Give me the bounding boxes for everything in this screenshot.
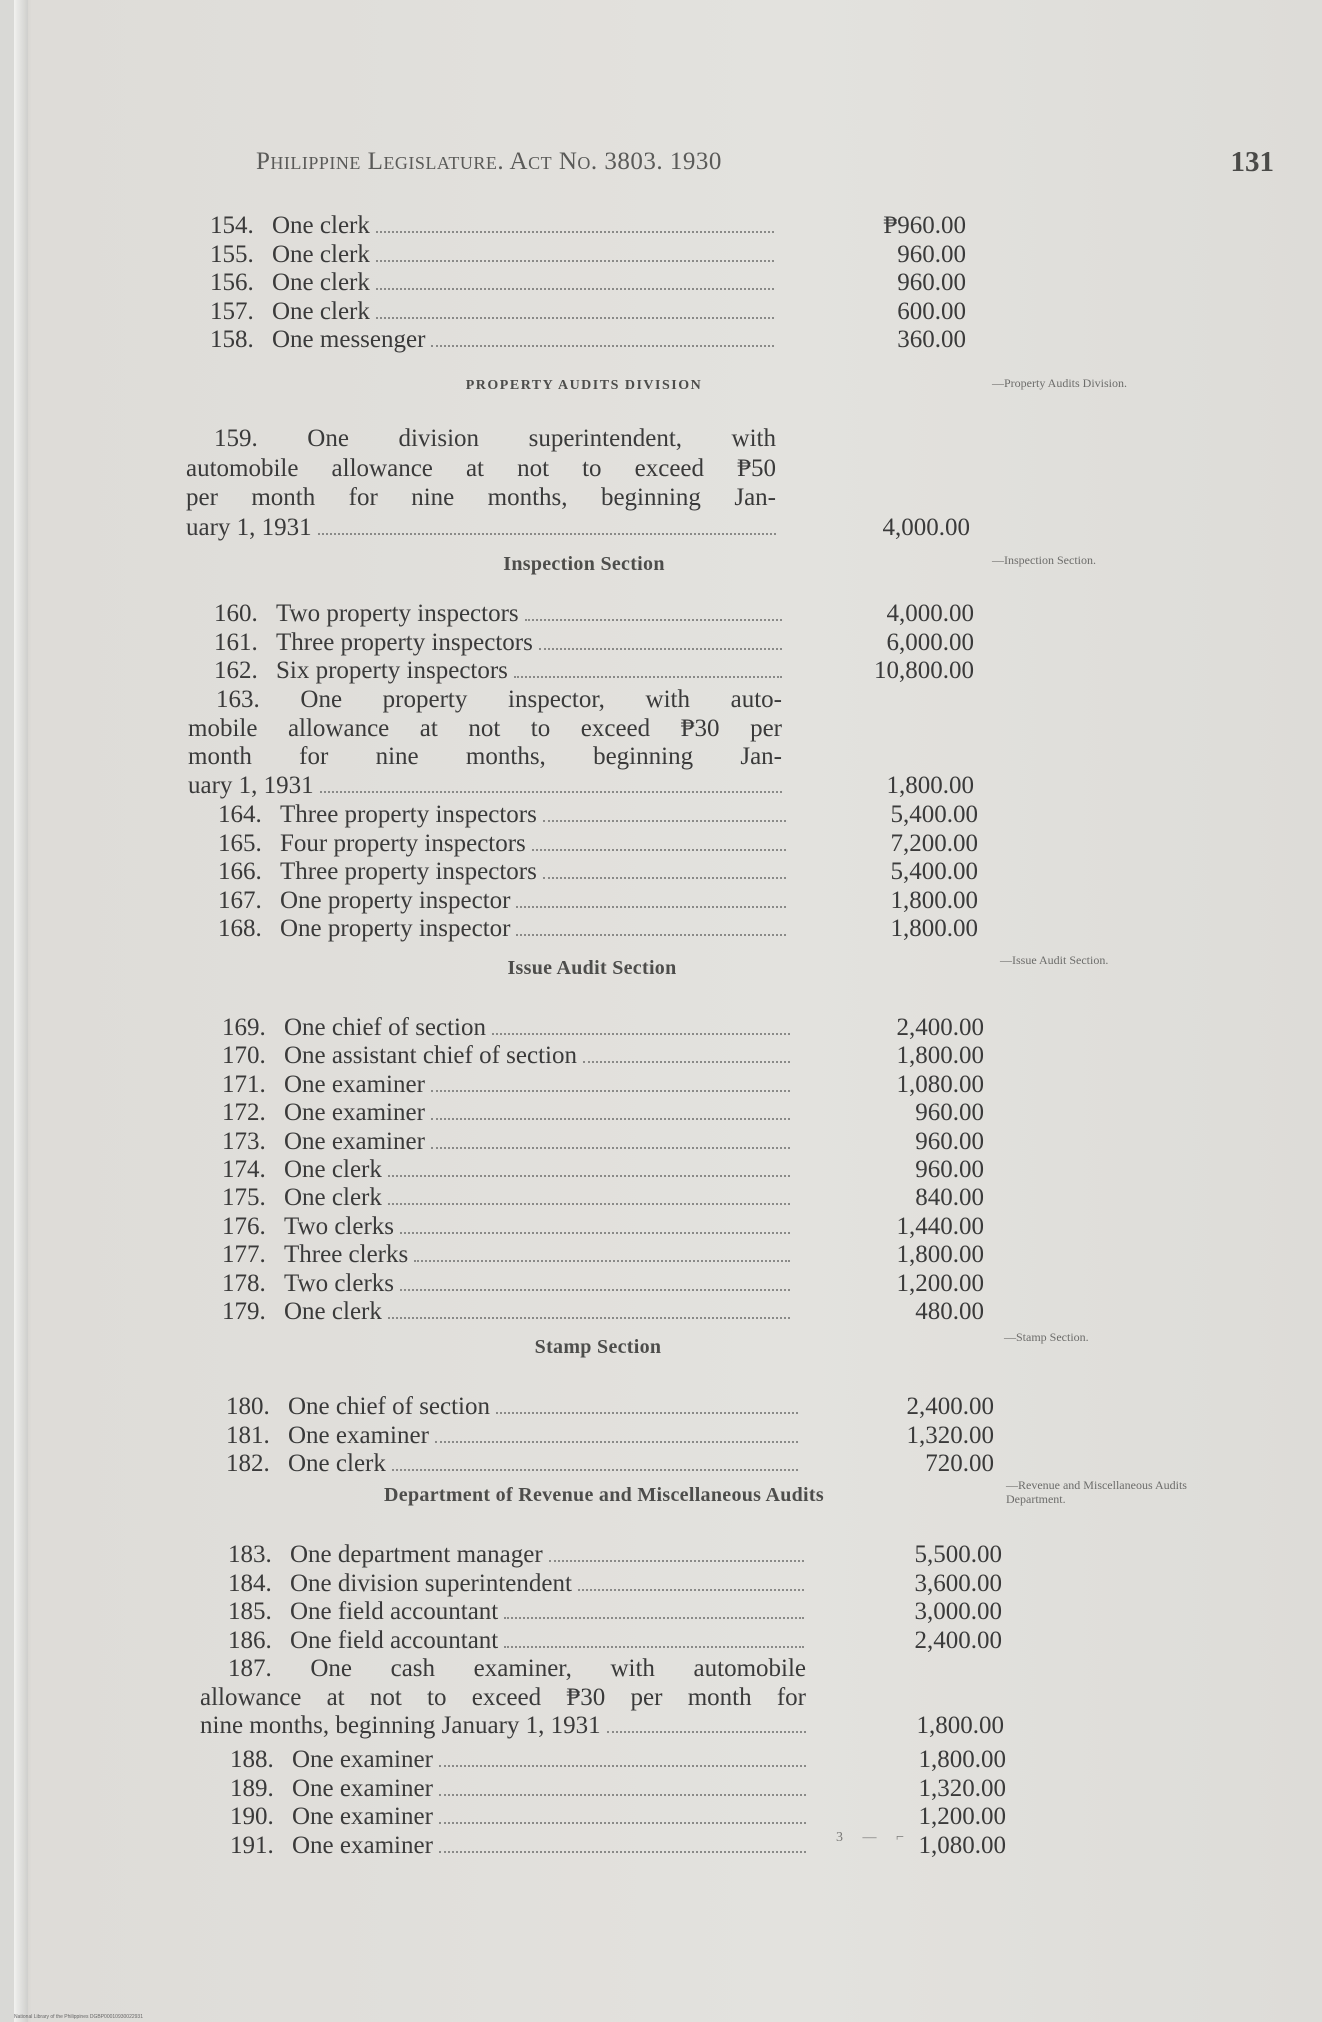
entry-label: One field accountant bbox=[290, 1598, 499, 1625]
leader-dots bbox=[376, 231, 774, 233]
leader-dots bbox=[578, 1589, 804, 1591]
paragraph-line: 187. One cash examiner, with automobile bbox=[228, 1655, 806, 1682]
entry-number: 172. bbox=[222, 1099, 266, 1127]
leader-dots bbox=[539, 648, 782, 650]
paragraph-line: uary 1, 1931 bbox=[188, 771, 314, 799]
section-heading: Inspection Section bbox=[503, 553, 665, 575]
entry-label: Three property inspectors bbox=[280, 801, 537, 828]
entry-amount: 1,800.00 bbox=[896, 1042, 984, 1070]
entry-label: One property inspector bbox=[280, 915, 511, 942]
entry-number: 160. bbox=[214, 600, 258, 627]
entry-amount: 840.00 bbox=[915, 1184, 984, 1212]
leader-dots bbox=[496, 1412, 798, 1414]
entry-number: 173. bbox=[222, 1127, 266, 1155]
entry-amount: 2,400.00 bbox=[906, 1393, 994, 1420]
entry-amount: 1,800.00 bbox=[886, 771, 974, 799]
entry-label: One field accountant bbox=[290, 1626, 499, 1654]
entry-amount: 720.00 bbox=[925, 1450, 994, 1477]
entry-number: 188. bbox=[230, 1746, 274, 1773]
entry-number: 185. bbox=[228, 1598, 272, 1625]
entry-amount: 960.00 bbox=[897, 269, 966, 296]
entry-amount: 3,600.00 bbox=[914, 1569, 1002, 1597]
leader-dots bbox=[431, 345, 774, 347]
entry-label: Three clerks bbox=[284, 1241, 409, 1269]
leader-dots bbox=[388, 1317, 790, 1319]
entry-number: 158. bbox=[210, 326, 254, 353]
entry-amount: 5,400.00 bbox=[890, 858, 978, 885]
leader-dots bbox=[516, 934, 786, 936]
running-head: Philippine Legislature. Act No. 3803. 1930 bbox=[256, 148, 722, 175]
entry-label: One chief of section bbox=[288, 1393, 491, 1420]
entry-amount: 4,000.00 bbox=[886, 600, 974, 627]
entry-label: One messenger bbox=[272, 326, 426, 353]
entry-label: One clerk bbox=[272, 297, 370, 325]
entry-number: 179. bbox=[222, 1298, 266, 1325]
entry-amount: 5,500.00 bbox=[914, 1541, 1002, 1568]
entry-label: One examiner bbox=[292, 1746, 433, 1773]
entry-label: One clerk bbox=[272, 240, 370, 268]
section-heading: Stamp Section bbox=[534, 1336, 662, 1358]
entry-amount: 1,320.00 bbox=[906, 1421, 994, 1449]
leader-dots bbox=[320, 791, 782, 793]
entry-number: 180. bbox=[226, 1393, 270, 1420]
entry-label: Two property inspectors bbox=[276, 600, 519, 627]
entry-label: Three property inspectors bbox=[280, 858, 537, 885]
entry-label: One examiner bbox=[292, 1831, 433, 1859]
leader-dots bbox=[504, 1617, 804, 1619]
entry-amount: 960.00 bbox=[915, 1156, 984, 1183]
entry-label: One clerk bbox=[284, 1184, 382, 1212]
entry-number: 186. bbox=[228, 1626, 272, 1654]
entry-amount: 1,800.00 bbox=[918, 1746, 1006, 1773]
entry-label: One clerk bbox=[288, 1450, 386, 1477]
entry-label: One clerk bbox=[284, 1156, 382, 1183]
entry-label: One division superintendent bbox=[290, 1569, 572, 1597]
leader-dots bbox=[376, 260, 774, 262]
entry-number: 157. bbox=[210, 297, 254, 325]
entry-amount: 600.00 bbox=[897, 297, 966, 325]
leader-dots bbox=[435, 1441, 798, 1443]
leader-dots bbox=[318, 533, 776, 535]
entry-amount: 4,000.00 bbox=[882, 513, 970, 541]
section-heading: PROPERTY AUDITS DIVISION bbox=[465, 378, 703, 393]
paragraph-line: allowance at not to exceed ₱30 per month for bbox=[200, 1683, 806, 1711]
paragraph-line: mobile allowance at not to exceed ₱30 per bbox=[188, 714, 782, 742]
margin-note: —Issue Audit Section. bbox=[1000, 953, 1109, 967]
entry-label: One clerk bbox=[272, 212, 370, 239]
entry-number: 174. bbox=[222, 1156, 266, 1183]
leader-dots bbox=[392, 1469, 798, 1471]
entry-amount: 1,080.00 bbox=[918, 1831, 1006, 1859]
entry-label: One examiner bbox=[292, 1803, 433, 1830]
margin-note: —Property Audits Division. bbox=[992, 376, 1128, 390]
entry-label: One assistant chief of section bbox=[284, 1042, 577, 1070]
entry-label: One examiner bbox=[284, 1070, 425, 1098]
leader-dots bbox=[583, 1061, 790, 1063]
paragraph-line: nine months, beginning January 1, 1931 bbox=[200, 1712, 601, 1739]
entry-label: One examiner bbox=[284, 1127, 425, 1155]
leader-dots bbox=[431, 1090, 790, 1092]
paragraph-line: month for nine months, beginning Jan- bbox=[188, 743, 782, 770]
entry-number: 156. bbox=[210, 269, 254, 296]
entry-amount: 1,800.00 bbox=[916, 1712, 1004, 1739]
entry-number: 176. bbox=[222, 1212, 266, 1240]
entry-label: One examiner bbox=[288, 1421, 429, 1449]
scan-footer: National Library of the Philippines DGBP00010930022931 bbox=[14, 2014, 143, 2020]
leader-dots bbox=[388, 1175, 790, 1177]
entry-number: 177. bbox=[222, 1241, 266, 1269]
margin-note: —Stamp Section. bbox=[1004, 1330, 1089, 1344]
paragraph-line: uary 1, 1931 bbox=[186, 513, 312, 541]
leader-dots bbox=[549, 1560, 804, 1562]
section-heading: Department of Revenue and Miscellaneous Audits bbox=[384, 1484, 824, 1506]
entry-number: 155. bbox=[210, 240, 254, 268]
entry-label: One clerk bbox=[284, 1298, 382, 1325]
entry-number: 154. bbox=[210, 212, 254, 239]
paragraph-line: 159. One division superintendent, with bbox=[214, 425, 776, 452]
entry-amount: 2,400.00 bbox=[896, 1014, 984, 1041]
entry-amount: 2,400.00 bbox=[914, 1626, 1002, 1654]
leader-dots bbox=[388, 1203, 790, 1205]
entry-number: 169. bbox=[222, 1014, 266, 1041]
entry-number: 164. bbox=[218, 801, 262, 828]
entry-label: Two clerks bbox=[284, 1212, 395, 1240]
entry-label: Four property inspectors bbox=[280, 829, 526, 857]
entry-number: 167. bbox=[218, 886, 262, 914]
leader-dots bbox=[414, 1260, 790, 1262]
leader-dots bbox=[543, 877, 786, 879]
entry-amount: 6,000.00 bbox=[886, 628, 974, 656]
entry-amount: 1,200.00 bbox=[896, 1269, 984, 1297]
margin-note: —Inspection Section. bbox=[992, 553, 1096, 567]
leader-dots bbox=[514, 676, 782, 678]
entry-number: 181. bbox=[226, 1421, 270, 1449]
entry-amount: 7,200.00 bbox=[890, 829, 978, 857]
entry-amount: 960.00 bbox=[915, 1127, 984, 1155]
page-number: 131 bbox=[1230, 146, 1274, 178]
paragraph-line: automobile allowance at not to exceed ₱50 bbox=[186, 454, 776, 482]
entry-number: 161. bbox=[214, 628, 258, 656]
leader-dots bbox=[525, 619, 782, 621]
entry-number: 171. bbox=[222, 1070, 266, 1098]
leader-dots bbox=[376, 288, 774, 290]
entry-number: 189. bbox=[230, 1774, 274, 1802]
entry-amount: ₱960.00 bbox=[883, 212, 966, 239]
entry-number: 191. bbox=[230, 1831, 274, 1859]
leader-dots bbox=[439, 1765, 806, 1767]
entry-amount: 960.00 bbox=[897, 240, 966, 268]
leader-dots bbox=[543, 820, 786, 822]
leader-dots bbox=[376, 317, 774, 319]
entry-amount: 1,440.00 bbox=[896, 1212, 984, 1240]
entry-amount: 1,800.00 bbox=[896, 1241, 984, 1269]
entry-label: One property inspector bbox=[280, 886, 511, 914]
entry-label: One examiner bbox=[292, 1774, 433, 1802]
page-binding-edge bbox=[14, 0, 28, 2022]
section-heading: Issue Audit Section bbox=[507, 957, 677, 979]
entry-amount: 360.00 bbox=[897, 326, 966, 353]
entry-number: 183. bbox=[228, 1541, 272, 1568]
entry-number: 165. bbox=[218, 829, 262, 857]
leader-dots bbox=[492, 1033, 790, 1035]
entry-label: One clerk bbox=[272, 269, 370, 296]
leader-dots bbox=[431, 1118, 790, 1120]
leader-dots bbox=[439, 1822, 806, 1824]
entry-label: One chief of section bbox=[284, 1014, 487, 1041]
entry-number: 168. bbox=[218, 915, 262, 942]
entry-amount: 1,800.00 bbox=[890, 886, 978, 914]
entry-number: 190. bbox=[230, 1803, 274, 1830]
leader-dots bbox=[439, 1851, 806, 1853]
leader-dots bbox=[516, 906, 786, 908]
entry-number: 182. bbox=[226, 1450, 270, 1477]
entry-label: One examiner bbox=[284, 1099, 425, 1127]
leader-dots bbox=[439, 1794, 806, 1796]
entry-amount: 480.00 bbox=[915, 1298, 984, 1325]
paragraph-line: per month for nine months, beginning Jan- bbox=[186, 484, 776, 511]
entry-label: Three property inspectors bbox=[276, 628, 533, 656]
entry-amount: 960.00 bbox=[915, 1099, 984, 1127]
leader-dots bbox=[532, 849, 786, 851]
entry-number: 162. bbox=[214, 657, 258, 684]
leader-dots bbox=[400, 1289, 790, 1291]
leader-dots bbox=[400, 1232, 790, 1234]
leader-dots bbox=[504, 1646, 804, 1648]
entry-number: 166. bbox=[218, 858, 262, 885]
entry-number: 184. bbox=[228, 1569, 272, 1597]
entry-amount: 1,320.00 bbox=[918, 1774, 1006, 1802]
entry-label: One department manager bbox=[290, 1541, 543, 1568]
entry-amount: 1,800.00 bbox=[890, 915, 978, 942]
entry-amount: 1,200.00 bbox=[918, 1803, 1006, 1830]
entry-amount: 3,000.00 bbox=[914, 1598, 1002, 1625]
leader-dots bbox=[431, 1147, 790, 1149]
margin-note: —Revenue and Miscellaneous Audits Department. bbox=[1006, 1478, 1187, 1506]
entry-amount: 5,400.00 bbox=[890, 801, 978, 828]
paragraph-line: 163. One property inspector, with auto- bbox=[216, 686, 782, 713]
print-smudge: 3 — ⌐ bbox=[836, 1830, 912, 1845]
entry-label: Two clerks bbox=[284, 1269, 395, 1297]
entry-number: 178. bbox=[222, 1269, 266, 1297]
entry-label: Six property inspectors bbox=[276, 657, 508, 684]
entry-number: 175. bbox=[222, 1184, 266, 1212]
entry-amount: 1,080.00 bbox=[896, 1070, 984, 1098]
leader-dots bbox=[607, 1731, 806, 1733]
entry-number: 170. bbox=[222, 1042, 266, 1070]
document-page bbox=[14, 0, 1322, 2022]
entry-amount: 10,800.00 bbox=[874, 657, 974, 684]
